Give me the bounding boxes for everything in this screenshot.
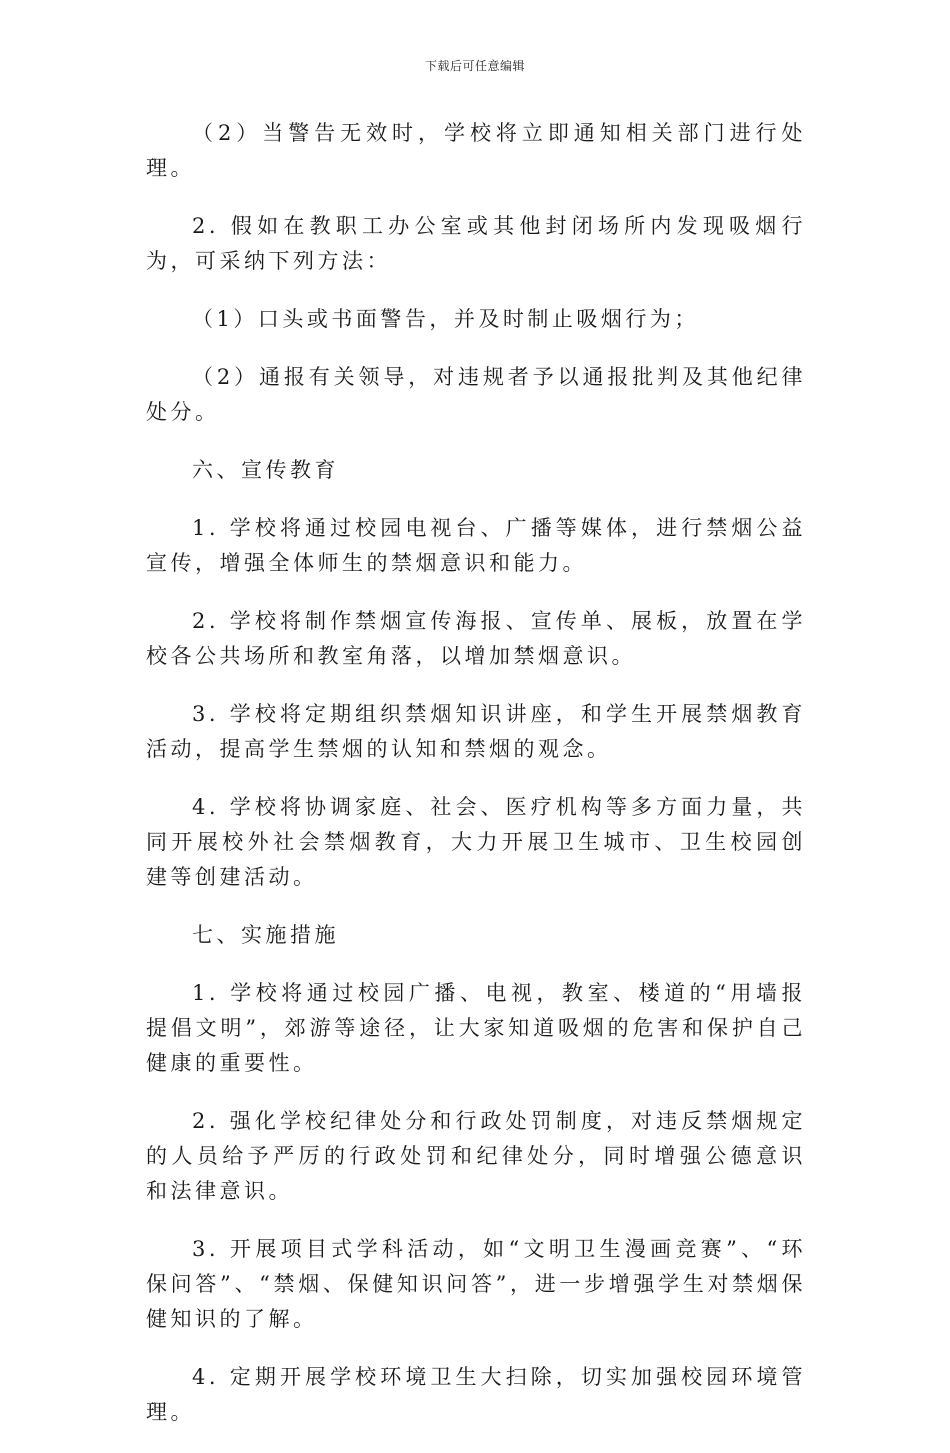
document-body (146, 116, 806, 1453)
paragraph-publicity-2: 2. 学校将制作禁烟宣传海报、宣传单、展板，放置在学校各公共场所和教室角落，以增加禁烟意识。 (146, 609, 806, 668)
paragraph-measures-1: 1. 学校将通过校园广播、电视，教室、楼道的“用墙报提倡文明”，郊游等途径，让大家知道吸烟的危害和保护自己健康的重要性。 (146, 981, 806, 1075)
paragraph-verbal-warning: （1）口头或书面警告，并及时制止吸烟行为； (192, 307, 699, 331)
paragraph-publicity-3: 3. 学校将定期组织禁烟知识讲座，和学生开展禁烟教育活动，提高学生禁烟的认知和禁烟的观念。 (146, 702, 806, 761)
paragraph-publicity-4: 4. 学校将协调家庭、社会、医疗机构等多方面力量，共同开展校外社会禁烟教育，大力开展卫生城市、卫生校园创建等创建活动。 (146, 795, 806, 889)
paragraph-report-leaders: （2）通报有关领导，对违规者予以通报批判及其他纪律处分。 (146, 365, 806, 424)
paragraph-measures-3: 3. 开展项目式学科活动，如“文明卫生漫画竞赛”、“环保问答”、“禁烟、保健知识问答”，进一步增强学生对禁烟保健知识的了解。 (146, 1237, 806, 1331)
paragraph-measures-2: 2. 强化学校纪律处分和行政处罚制度，对违反禁烟规定的人员给予严厉的行政处罚和纪律处分，同时增强公德意识和法律意识。 (146, 1109, 806, 1203)
section-heading-publicity: 六、宣传教育 (192, 458, 339, 482)
paragraph-warning-invalid: （2）当警告无效时，学校将立即通知相关部门进行处理。 (146, 121, 806, 180)
page-header: 下载后可任意编辑 (424, 59, 525, 73)
paragraph-office-smoking: 2. 假如在教职工办公室或其他封闭场所内发现吸烟行为，可采纳下列方法： (146, 214, 806, 273)
paragraph-measures-4: 4. 定期开展学校环境卫生大扫除，切实加强校园环境管理。 (146, 1365, 806, 1424)
section-heading-measures: 七、实施措施 (192, 923, 339, 947)
paragraph-publicity-1: 1. 学校将通过校园电视台、广播等媒体，进行禁烟公益宣传，增强全体师生的禁烟意识和能力。 (146, 516, 806, 575)
